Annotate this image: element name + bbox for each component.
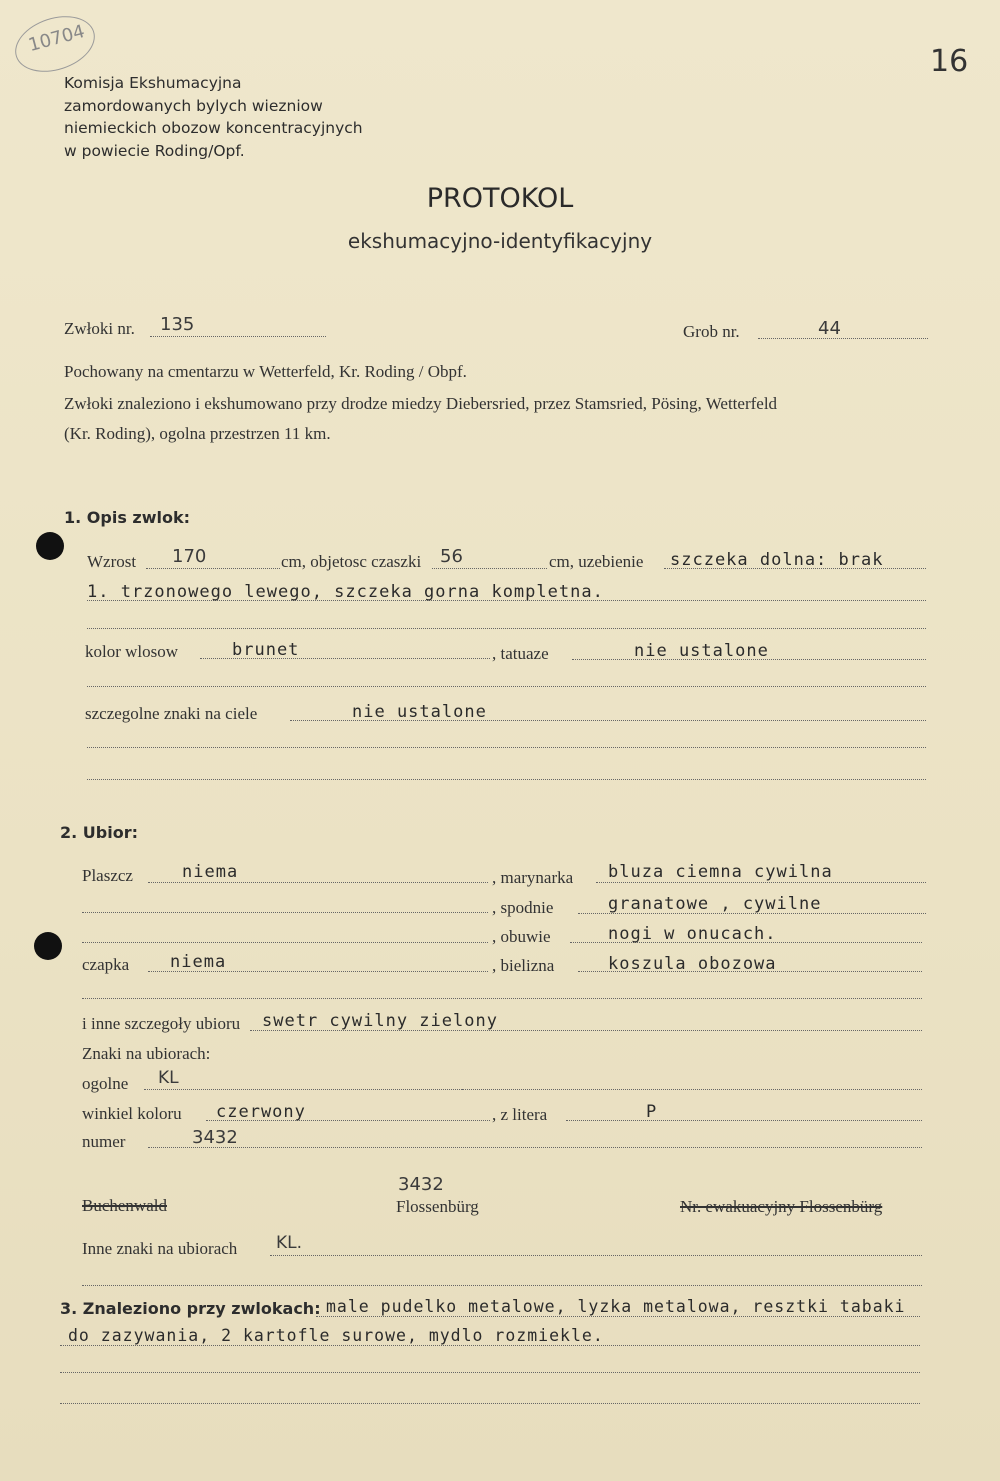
- general-marks-line-ext: [462, 1089, 922, 1090]
- grave-number-value: 44: [818, 318, 841, 339]
- skull-value: 56: [440, 546, 463, 567]
- tattoo-value: nie ustalone: [634, 641, 769, 661]
- jacket-value: bluza ciemna cywilna: [608, 862, 833, 882]
- shoes-label: , obuwie: [492, 927, 551, 946]
- letter-line: [566, 1120, 922, 1121]
- underwear-label: , bielizna: [492, 956, 555, 975]
- general-marks-label: ogolne: [82, 1074, 129, 1093]
- other-clothing-marks-value: KL.: [276, 1233, 303, 1253]
- letter-label: , z litera: [492, 1105, 548, 1124]
- commission-header: [64, 72, 363, 162]
- camp-buchenwald: Buchenwald: [82, 1196, 167, 1215]
- found-items-value-2: do zazywania, 2 kartofle surowe, mydlo rozmiekle.: [68, 1326, 604, 1345]
- page-subtitle: ekshumacyjno-identyfikacyjny: [347, 229, 653, 253]
- page-number: 16: [930, 44, 969, 79]
- blank-line-1: [87, 628, 926, 629]
- blank-line-8: [82, 1285, 922, 1286]
- shoes-value: nogi w onucach.: [608, 924, 777, 944]
- triangle-color-label: winkiel koloru: [82, 1104, 182, 1123]
- page-title: PROTOKOL: [426, 183, 574, 214]
- header-line-1: Komisja Ekshumacyjna: [64, 74, 242, 92]
- camp-flossenburg: Flossenbürg: [396, 1197, 479, 1216]
- found-text-2: (Kr. Roding), ogolna przestrzen 11 km.: [64, 424, 331, 443]
- height-value: 170: [172, 546, 207, 567]
- clothing-marks-heading: Znaki na ubiorach:: [82, 1044, 211, 1063]
- height-line: [146, 568, 280, 569]
- skull-line: [432, 568, 547, 569]
- found-items-line-2: [60, 1345, 920, 1346]
- corpse-number-value: 135: [160, 314, 195, 335]
- cap-label: czapka: [82, 955, 130, 974]
- section1-heading: 1. Opis zwlok:: [64, 508, 191, 527]
- flossenburg-number: 3432: [398, 1174, 444, 1195]
- jacket-label: , marynarka: [492, 868, 574, 887]
- section3-heading: 3. Znaleziono przy zwlokach:: [60, 1299, 321, 1318]
- general-marks-line: [144, 1089, 462, 1090]
- found-items-line-1: [316, 1316, 920, 1317]
- blank-line-2: [87, 686, 926, 687]
- prisoner-number-line: [148, 1147, 922, 1148]
- blank-line-7: [82, 998, 922, 999]
- coat-line: [148, 882, 488, 883]
- header-line-3: niemieckich obozow koncentracyjnych: [64, 119, 363, 137]
- prisoner-number-label: numer: [82, 1132, 126, 1151]
- other-clothing-label: i inne szczegoły ubioru: [82, 1014, 241, 1033]
- header-line-4: w powiecie Roding/Opf.: [64, 141, 245, 160]
- hair-label: kolor wlosow: [85, 642, 179, 661]
- teeth-value-1: szczeka dolna: brak: [670, 550, 884, 570]
- punch-hole-top: [36, 532, 64, 560]
- triangle-color-value: czerwony: [216, 1102, 306, 1122]
- found-text-1: Zwłoki znaleziono i ekshumowano przy drodze miedzy Diebersried, przez Stamsried, Pösing, Wetterfeld: [64, 394, 778, 413]
- coat-label: Plaszcz: [82, 866, 133, 885]
- blank-line-10: [60, 1403, 920, 1404]
- blank-line-3: [87, 747, 926, 748]
- header-line-2: zamordowanych bylych wiezniow: [64, 96, 323, 115]
- trousers-value: granatowe , cywilne: [608, 894, 822, 914]
- other-clothing-marks-line: [270, 1255, 922, 1256]
- coat-value: niema: [182, 862, 239, 882]
- prisoner-number-value: 3432: [192, 1127, 238, 1148]
- evacuation-number-label: Nr. ewakuacyjny Flossenbürg: [680, 1197, 883, 1216]
- corpse-number-line: [150, 336, 326, 337]
- punch-hole-bottom: [34, 932, 62, 960]
- marks-label: szczegolne znaki na ciele: [85, 704, 258, 723]
- teeth-label: cm, uzebienie: [549, 552, 644, 571]
- skull-label: cm, objetosc czaszki: [281, 552, 422, 571]
- letter-value: P: [646, 1102, 658, 1122]
- hair-value: brunet: [232, 640, 300, 660]
- grave-number-line: [758, 338, 928, 339]
- blank-line-9: [60, 1372, 920, 1373]
- jacket-line: [596, 882, 926, 883]
- blank-line-6: [82, 942, 488, 943]
- blank-line-5: [82, 912, 488, 913]
- stamp-number: 10704: [26, 20, 88, 57]
- found-items-value-1: male pudelko metalowe, lyzka metalowa, resztki tabaki: [326, 1297, 906, 1316]
- height-label: Wzrost: [87, 552, 137, 571]
- other-clothing-value: swetr cywilny zielony: [262, 1011, 498, 1031]
- corpse-number-label: Zwłoki nr.: [64, 319, 135, 338]
- general-marks-value: KL: [158, 1068, 179, 1088]
- burial-text: Pochowany na cmentarzu w Wetterfeld, Kr. Roding / Obpf.: [64, 362, 467, 381]
- other-clothing-marks-label: Inne znaki na ubiorach: [82, 1239, 238, 1258]
- blank-line-4: [87, 779, 926, 780]
- grave-number-label: Grob nr.: [683, 322, 740, 341]
- cap-value: niema: [170, 952, 227, 972]
- marks-value: nie ustalone: [352, 702, 487, 722]
- teeth-value-2: 1. trzonowego lewego, szczeka gorna kompletna.: [87, 582, 604, 602]
- trousers-label: , spodnie: [492, 898, 554, 917]
- tattoo-label: , tatuaze: [492, 644, 549, 663]
- section2-heading: 2. Ubior:: [60, 823, 138, 842]
- underwear-value: koszula obozowa: [608, 954, 777, 974]
